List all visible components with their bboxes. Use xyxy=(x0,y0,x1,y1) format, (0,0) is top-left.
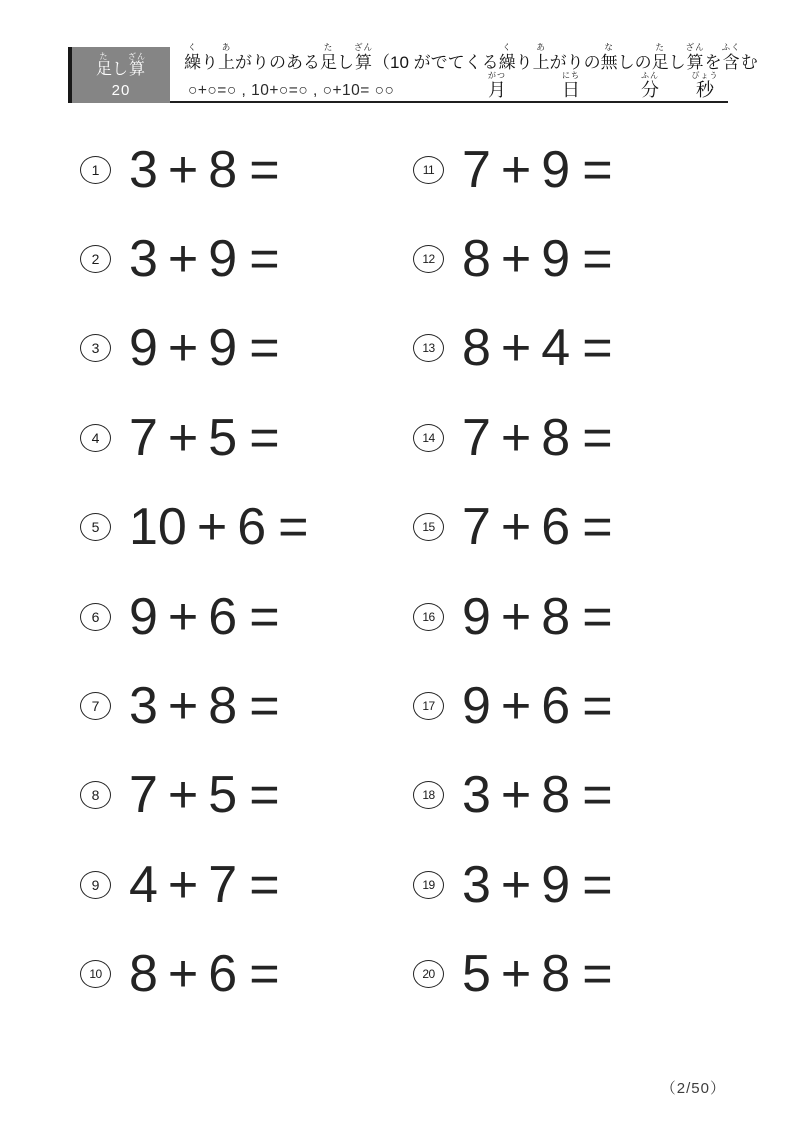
base-text: し xyxy=(337,53,354,72)
base-text: 無 xyxy=(600,53,618,72)
problem-number-badge xyxy=(413,513,444,541)
addend-2: 8 xyxy=(541,945,571,1004)
addend-2: 9 xyxy=(541,230,571,289)
problem-row xyxy=(413,661,613,750)
problem-row xyxy=(413,483,613,572)
ruby-segment xyxy=(686,42,705,74)
ruby-segment xyxy=(218,42,235,74)
equals-sign: = xyxy=(249,766,280,825)
base-text: む xyxy=(740,53,758,72)
furigana-text: ざん xyxy=(128,51,147,61)
addend-1: 4 xyxy=(129,855,158,914)
equals-sign: = xyxy=(582,408,613,467)
problem-number-badge xyxy=(413,781,444,809)
base-text: り xyxy=(515,53,533,72)
addend-1: 3 xyxy=(462,855,491,914)
addend-2: 5 xyxy=(208,766,238,825)
problem-expression xyxy=(129,677,280,736)
problem-expression xyxy=(129,945,280,1004)
problem-row xyxy=(80,304,309,393)
furigana-day: にち xyxy=(562,71,580,80)
addend-1: 8 xyxy=(129,945,158,1004)
addend-2: 9 xyxy=(541,855,571,914)
plus-sign: + xyxy=(500,319,532,378)
plus-sign: + xyxy=(167,855,199,914)
problem-number: 20 xyxy=(422,967,435,982)
problem-number: 6 xyxy=(91,608,100,625)
ruby-segment xyxy=(201,42,218,74)
addend-1: 3 xyxy=(129,230,158,289)
problem-number: 4 xyxy=(91,429,100,446)
ruby-segment xyxy=(96,52,112,79)
problem-expression xyxy=(462,677,613,736)
problem-number: 5 xyxy=(91,519,100,536)
problem-expression xyxy=(462,855,613,914)
problem-expression xyxy=(129,587,280,646)
addend-1: 7 xyxy=(462,140,491,199)
furigana-text: く xyxy=(187,42,198,52)
equals-sign: = xyxy=(249,319,280,378)
addend-2: 8 xyxy=(208,140,238,199)
problem-number-badge xyxy=(413,692,444,720)
ruby-segment xyxy=(354,42,373,74)
label-seconds: 秒 xyxy=(696,80,714,100)
plus-sign: + xyxy=(167,945,199,1004)
problem-number-badge xyxy=(413,871,444,899)
problem-number-badge xyxy=(80,960,111,988)
equals-sign: = xyxy=(249,140,280,199)
base-text: 足 xyxy=(651,53,669,72)
problem-number: 12 xyxy=(422,252,435,267)
plus-sign: + xyxy=(167,408,199,467)
base-text: 算 xyxy=(355,53,372,72)
plus-sign: + xyxy=(196,498,228,557)
base-text: 上 xyxy=(218,53,235,72)
problem-number-badge xyxy=(80,692,111,720)
addend-2: 4 xyxy=(541,319,571,378)
plus-sign: + xyxy=(167,766,199,825)
furigana-minutes: ふん xyxy=(641,71,659,80)
problem-number: 14 xyxy=(422,430,435,445)
addend-2: 9 xyxy=(208,319,238,378)
addend-2: 8 xyxy=(541,408,571,467)
base-text: 足 xyxy=(320,53,337,72)
ruby-segment xyxy=(601,42,618,74)
ruby-segment xyxy=(533,42,550,74)
problem-expression xyxy=(462,766,613,825)
addend-2: 6 xyxy=(541,498,571,557)
base-text: 含 xyxy=(722,53,740,72)
ruby-segment xyxy=(184,42,201,74)
addend-1: 7 xyxy=(129,766,158,825)
addend-1: 9 xyxy=(462,587,491,646)
problem-number-badge xyxy=(413,156,444,184)
date-field-seconds xyxy=(692,71,719,101)
ruby-segment xyxy=(550,42,601,74)
base-text: しの xyxy=(617,53,652,72)
addend-2: 6 xyxy=(208,587,238,646)
base-text: 足 xyxy=(95,60,112,78)
plus-sign: + xyxy=(500,140,532,199)
problem-number: 18 xyxy=(422,788,435,803)
problem-expression xyxy=(462,587,613,646)
problem-number-badge xyxy=(80,334,111,362)
problem-expression xyxy=(129,408,280,467)
furigana-text: ざん xyxy=(685,42,705,52)
equals-sign: = xyxy=(249,855,280,914)
plus-sign: + xyxy=(500,855,532,914)
plus-sign: + xyxy=(167,677,199,736)
addend-1: 7 xyxy=(129,408,158,467)
ruby-segment xyxy=(618,42,652,74)
addend-2: 8 xyxy=(541,587,571,646)
date-field-day xyxy=(562,71,580,101)
ruby-segment xyxy=(516,42,533,74)
problem-expression xyxy=(129,140,280,199)
plus-sign: + xyxy=(500,766,532,825)
problem-number-badge xyxy=(80,603,111,631)
problem-row xyxy=(413,840,613,929)
furigana-text: な xyxy=(604,42,614,52)
plus-sign: + xyxy=(500,945,532,1004)
base-text: 繰 xyxy=(184,53,201,72)
base-text: し xyxy=(112,60,129,78)
addend-1: 3 xyxy=(462,766,491,825)
worksheet-type-title xyxy=(96,52,146,79)
problem-row xyxy=(413,304,613,393)
furigana-text: た xyxy=(99,51,109,61)
addend-2: 5 xyxy=(208,408,238,467)
furigana-text: た xyxy=(655,42,665,52)
base-text: り xyxy=(201,53,218,72)
furigana-seconds: びょう xyxy=(691,71,719,80)
problem-number-badge xyxy=(80,871,111,899)
plus-sign: + xyxy=(500,230,532,289)
problem-number: 15 xyxy=(422,520,435,535)
problem-row xyxy=(413,930,613,1019)
problem-number: 16 xyxy=(422,609,435,624)
addend-1: 9 xyxy=(129,319,158,378)
problem-number: 2 xyxy=(91,251,100,268)
problem-number: 13 xyxy=(422,341,435,356)
equals-sign: = xyxy=(249,408,280,467)
problems-column-right xyxy=(413,125,613,1019)
addend-2: 7 xyxy=(208,855,238,914)
problem-row xyxy=(80,751,309,840)
equals-sign: = xyxy=(249,677,280,736)
problem-row xyxy=(80,840,309,929)
ruby-segment xyxy=(337,42,354,74)
problem-row xyxy=(413,214,613,303)
box-accent-stripe xyxy=(68,47,72,103)
label-month: 月 xyxy=(488,80,506,100)
page-indicator: （2/50） xyxy=(660,1080,726,1097)
furigana-text: あ xyxy=(221,42,232,52)
base-text: がりの xyxy=(549,53,601,72)
problem-number-badge xyxy=(80,245,111,273)
problem-number: 3 xyxy=(91,340,100,357)
furigana-text: あ xyxy=(536,42,546,52)
ruby-segment xyxy=(373,42,499,74)
plus-sign: + xyxy=(500,587,532,646)
base-text: を xyxy=(704,53,722,72)
problem-number: 7 xyxy=(91,698,100,715)
furigana-month: がつ xyxy=(488,71,506,80)
problem-number-badge xyxy=(413,245,444,273)
problem-number-badge xyxy=(413,424,444,452)
problem-expression xyxy=(462,140,613,199)
label-minutes: 分 xyxy=(641,80,659,100)
problem-number: 9 xyxy=(91,876,100,893)
base-text: 上 xyxy=(532,53,550,72)
problem-row xyxy=(80,930,309,1019)
equals-sign: = xyxy=(582,855,613,914)
problem-expression xyxy=(462,498,613,557)
base-text: 繰 xyxy=(498,53,516,72)
problem-number-badge xyxy=(80,424,111,452)
equals-sign: = xyxy=(582,677,613,736)
problem-expression xyxy=(129,766,280,825)
plus-sign: + xyxy=(167,230,199,289)
problem-number-badge xyxy=(413,960,444,988)
equals-sign: = xyxy=(249,945,280,1004)
plus-sign: + xyxy=(167,587,199,646)
base-text: 算 xyxy=(129,60,146,78)
addend-2: 8 xyxy=(541,766,571,825)
addend-1: 3 xyxy=(129,677,158,736)
problem-row xyxy=(413,393,613,482)
problem-row xyxy=(80,214,309,303)
addend-1: 9 xyxy=(462,677,491,736)
equals-sign: = xyxy=(249,230,280,289)
worksheet-type-box xyxy=(68,47,170,103)
addend-2: 9 xyxy=(208,230,238,289)
ruby-segment xyxy=(741,42,758,74)
problem-row xyxy=(80,483,309,572)
equals-sign: = xyxy=(582,230,613,289)
worksheet-title xyxy=(184,42,758,74)
problem-row xyxy=(413,125,613,214)
ruby-segment xyxy=(235,42,320,74)
problem-number: 8 xyxy=(91,787,100,804)
problem-expression xyxy=(129,855,280,914)
addend-1: 8 xyxy=(462,230,491,289)
base-text: し xyxy=(668,53,686,72)
problem-expression xyxy=(129,230,280,289)
plus-sign: + xyxy=(167,140,199,199)
plus-sign: + xyxy=(500,408,532,467)
problem-number: 19 xyxy=(422,877,435,892)
problem-count: 20 xyxy=(111,81,131,99)
addend-2: 6 xyxy=(237,498,267,557)
date-field-minutes xyxy=(641,71,659,101)
problems-column-left xyxy=(80,125,309,1019)
problem-row xyxy=(413,751,613,840)
label-day: 日 xyxy=(562,80,580,100)
pattern-example: ○+○=○ , 10+○=○ , ○+10= ○○ xyxy=(188,82,395,99)
ruby-segment xyxy=(652,42,669,74)
problem-expression xyxy=(129,319,280,378)
problem-number-badge xyxy=(80,781,111,809)
base-text: がりのある xyxy=(235,53,320,72)
equals-sign: = xyxy=(582,587,613,646)
ruby-segment xyxy=(128,52,146,79)
plus-sign: + xyxy=(500,677,532,736)
equals-sign: = xyxy=(582,766,613,825)
ruby-segment xyxy=(112,52,128,79)
ruby-segment xyxy=(722,42,741,74)
plus-sign: + xyxy=(167,319,199,378)
furigana-text: た xyxy=(323,42,334,52)
plus-sign: + xyxy=(500,498,532,557)
furigana-text: ざん xyxy=(354,42,374,52)
addend-1: 7 xyxy=(462,408,491,467)
problem-number: 1 xyxy=(91,161,100,178)
ruby-segment xyxy=(705,42,722,74)
problem-number-badge xyxy=(413,603,444,631)
addend-1: 5 xyxy=(462,945,491,1004)
problem-row xyxy=(413,572,613,661)
problem-number: 10 xyxy=(89,967,102,982)
equals-sign: = xyxy=(582,945,613,1004)
date-field-month xyxy=(488,71,506,101)
furigana-text: ふく xyxy=(721,42,741,52)
problem-row xyxy=(80,572,309,661)
addend-2: 6 xyxy=(208,945,238,1004)
equals-sign: = xyxy=(582,498,613,557)
problem-number: 17 xyxy=(422,699,435,714)
problem-number-badge xyxy=(80,156,111,184)
problem-number: 11 xyxy=(422,162,435,177)
problem-number-badge xyxy=(413,334,444,362)
addend-2: 9 xyxy=(541,140,571,199)
base-text: 算 xyxy=(686,53,704,72)
addend-1: 10 xyxy=(129,498,187,557)
addend-1: 7 xyxy=(462,498,491,557)
problem-expression xyxy=(462,945,613,1004)
equals-sign: = xyxy=(249,587,280,646)
problem-row xyxy=(80,661,309,750)
addend-2: 8 xyxy=(208,677,238,736)
problem-row xyxy=(80,125,309,214)
problem-row xyxy=(80,393,309,482)
ruby-segment xyxy=(320,42,337,74)
addend-1: 9 xyxy=(129,587,158,646)
equals-sign: = xyxy=(582,319,613,378)
addend-2: 6 xyxy=(541,677,571,736)
problem-expression xyxy=(462,319,613,378)
problem-expression xyxy=(462,408,613,467)
problem-expression xyxy=(129,498,309,557)
addend-1: 3 xyxy=(129,140,158,199)
equals-sign: = xyxy=(582,140,613,199)
equals-sign: = xyxy=(278,498,309,557)
problem-expression xyxy=(462,230,613,289)
problem-number-badge xyxy=(80,513,111,541)
ruby-segment xyxy=(499,42,516,74)
addend-1: 8 xyxy=(462,319,491,378)
base-text: （10 がでてくる xyxy=(373,53,499,72)
ruby-segment xyxy=(669,42,686,74)
furigana-text: く xyxy=(502,42,512,52)
